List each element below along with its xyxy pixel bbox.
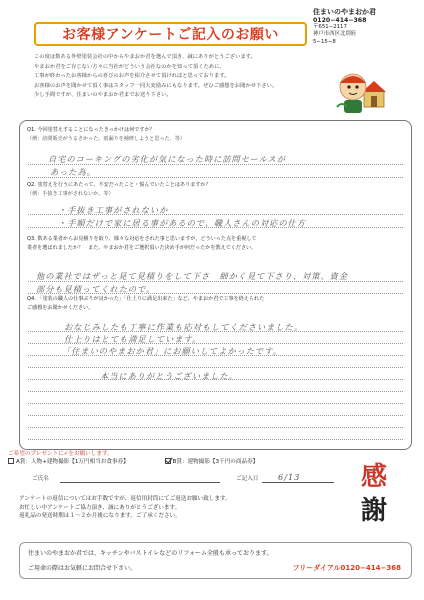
answer-line bbox=[28, 415, 403, 416]
notes bbox=[19, 495, 329, 521]
footer-box bbox=[19, 542, 412, 579]
date-field[interactable] bbox=[262, 482, 334, 483]
note-line: アンケートの返信についてはお手数ですが、返信用封筒にてご返送お願い致します。 bbox=[19, 496, 231, 502]
present-option-b[interactable] bbox=[165, 458, 259, 466]
question-4-text-2: ご感想をお聞かせください。 bbox=[27, 304, 94, 311]
kansha-calligraphy bbox=[356, 460, 392, 528]
survey-box bbox=[19, 120, 412, 450]
answer-1-line-2: あった為。 bbox=[50, 167, 96, 177]
answer-line bbox=[28, 427, 403, 428]
answer-4-line-3: 「住まいのやまおか君」にお願いしてよかったです。 bbox=[62, 346, 282, 356]
question-2-example: （例：手抜き工事がされないか、等） bbox=[27, 190, 114, 197]
name-label: ご氏名 bbox=[32, 476, 49, 482]
answer-3-line-2: 部分も見積ってくれたので。 bbox=[36, 284, 156, 294]
intro-line: やまおか君をご存じない方々に当社がどういう会社なのかを知って頂くために、 bbox=[34, 63, 225, 70]
question-1-text: Q1. 今回塗替えすることになったきっかけは何ですか？ bbox=[27, 127, 155, 133]
company-postal: 〒651−2117 bbox=[313, 24, 347, 31]
question-4 bbox=[27, 295, 402, 312]
checkbox-b-checked[interactable] bbox=[165, 458, 171, 464]
question-1-example: （例：訪問販売がうるさかった、雨漏りを補修しようと思った、等） bbox=[27, 135, 185, 142]
answer-4-line-4: 本当にありがとうございました。 bbox=[100, 371, 238, 381]
name-field[interactable] bbox=[60, 482, 220, 483]
company-name: 住まいのやまおか君 bbox=[313, 8, 376, 16]
company-address-1: 神戸市西区北別府 bbox=[313, 31, 357, 38]
intro-line: この度は数ある外壁塗装会社の中からやまおか君を選んで頂き、誠にありがとうございます。 bbox=[34, 54, 256, 60]
footer-line-2: ご用命の際はお気軽にお問合せ下さい。 bbox=[28, 565, 137, 572]
mascot-icon bbox=[334, 63, 388, 117]
intro-line: 工事が終わったお客様からの喜びのお声を紹介させて頂ければと思っております。 bbox=[34, 73, 230, 80]
answer-4-line-2: 仕上りはとても満足しています。 bbox=[64, 334, 202, 344]
company-address-2: 5−15−8 bbox=[313, 38, 336, 45]
answer-3-line-1: 他の業社ではザっと見て見積りをして下さ 細かく見て下さり、対策、資金 bbox=[36, 271, 349, 281]
answer-2-line-2: ・手順だけで家に居る事があるので、職人さんの対応の仕方 bbox=[58, 218, 306, 228]
answer-line bbox=[28, 403, 403, 404]
present-title: ご希望のプレゼントに✓をお願いします。 bbox=[8, 451, 113, 457]
intro-text bbox=[34, 53, 324, 101]
question-3-text-2: 業者を選ばれましたか？ また、やまおか君をご選択頂いた決め手が何だったかを教えてください。 bbox=[27, 244, 257, 251]
answer-4-line-1: おなじみしたも丁寧に作業も応対もしてくださいました。 bbox=[64, 322, 303, 332]
company-info bbox=[313, 8, 391, 46]
page-title: お客様アンケートご記入のお願い bbox=[62, 27, 279, 43]
note-line: 返礼品の発送時期は１〜２か月後になります。ご了承ください。 bbox=[19, 513, 181, 520]
answer-line bbox=[28, 367, 403, 368]
question-1 bbox=[27, 126, 402, 143]
question-2-text: Q2. 塗替えを行うにあたって、不安だったこと・悩んでいたことはありますか？ bbox=[27, 182, 211, 188]
kansha-char-1: 感 bbox=[360, 462, 387, 492]
company-tel: 0120−414−368 bbox=[313, 17, 367, 24]
free-dial[interactable]: フリーダイアル0120−414−368 bbox=[292, 564, 401, 572]
answer-2-line-1: ・手抜き工事がされないか bbox=[58, 205, 169, 215]
present-option-a-label: A賞：人物+建物撮影【1万円相当お食事券】 bbox=[16, 459, 129, 465]
question-3-text: Q3. 数ある業者からお見積りを取り、様々な対応をされた事と思いますが、どういった点を重視して bbox=[27, 236, 257, 242]
answer-1-line-1: 自宅のコーキングの劣化が気になった時に訪問セールスが bbox=[48, 154, 286, 164]
kansha-char-2: 謝 bbox=[360, 496, 387, 526]
question-3 bbox=[27, 235, 402, 252]
question-4-text: Q4. 「塗装の職人の仕事ぶりが良かった」「仕上りに満足出来た」など、やまおか君で工事を終えられた bbox=[27, 296, 265, 302]
title-banner bbox=[34, 22, 307, 46]
question-2 bbox=[27, 181, 402, 198]
answer-line bbox=[28, 439, 403, 440]
checkbox-a[interactable] bbox=[8, 458, 14, 464]
present-selection bbox=[8, 450, 338, 466]
footer-line-1: 住まいのやまおか君では、キッチンやバストイレなどのリフォーム全般も承っております。 bbox=[28, 550, 273, 557]
answer-line bbox=[28, 391, 403, 392]
present-option-b-label: B賞：建物撮影【3千円の商品券】 bbox=[172, 459, 259, 465]
note-line: お忙しい中アンケートご協力頂き、誠にありがとうございます。 bbox=[19, 504, 181, 511]
date-handwritten: 6/13 bbox=[278, 472, 301, 482]
intro-line: お客様のお声を聞かせて頂く事はスタッフ一同大変励みにもなります。ぜひご感想をお聞かせ下さい。 bbox=[34, 82, 278, 89]
present-option-a[interactable] bbox=[8, 458, 129, 466]
intro-line: 少し手間ですが、住まいのやまおか君までお送り下さい。 bbox=[34, 92, 172, 99]
date-label: ご記入日 bbox=[236, 476, 259, 482]
